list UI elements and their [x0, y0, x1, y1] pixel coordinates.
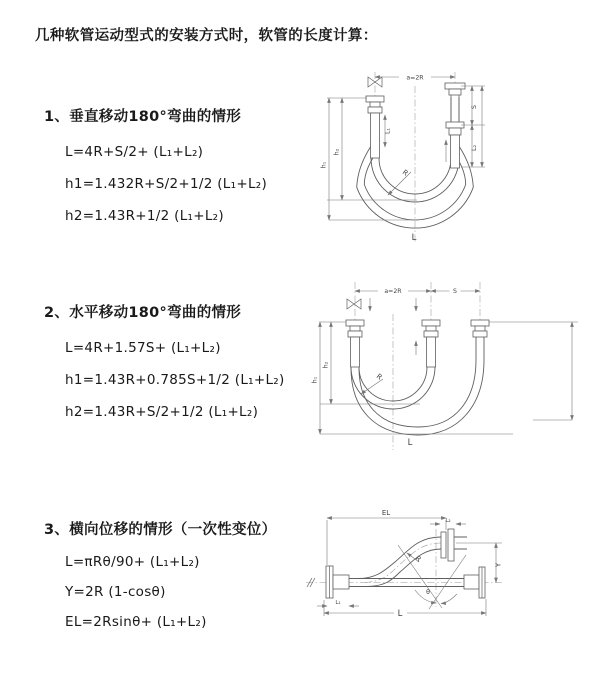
- braided-hose-section: [427, 337, 436, 367]
- section-1-formulas: [44, 136, 267, 232]
- dim-label-l1: L₁: [335, 600, 341, 606]
- dimension-lines: [321, 72, 486, 243]
- dim-label-length: L: [411, 233, 417, 243]
- section-3-formulas: [44, 547, 276, 637]
- pipe-fittings: [326, 529, 485, 598]
- dim-label-length: L: [397, 609, 403, 619]
- angle-label-theta: θ: [426, 589, 430, 596]
- hose-outline: [351, 337, 484, 435]
- dim-label-el: EL: [381, 509, 391, 517]
- construction-lines: [398, 545, 466, 609]
- dim-label-span: a=2R: [406, 74, 424, 82]
- dim-label-h1: h₁: [320, 161, 328, 169]
- dim-label-radius: R: [413, 554, 423, 564]
- dim-label-h2: h₂: [322, 361, 330, 369]
- dim-label-y: Y: [494, 562, 503, 568]
- section-horizontal-180: [44, 301, 285, 428]
- page-title: 几种软管运动型式的安装方式时，软管的长度计算：: [35, 28, 378, 44]
- section-3-heading: 3、横向位移的情形（一次性变位）: [44, 522, 277, 538]
- dim-label-h1: h₁: [311, 376, 319, 384]
- braided-hose-section: [451, 135, 460, 168]
- formula-line: L=4R+1.57S+ (L₁+L₂): [65, 340, 221, 356]
- dim-label-span: a=2R: [384, 288, 402, 295]
- braided-hose-section: [351, 337, 360, 367]
- diagram-lateral-displacement: [296, 503, 596, 653]
- dim-label-l1: L₁: [384, 128, 392, 134]
- valve-icon: [347, 299, 361, 309]
- formula-line: L=4R+S/2+ (L₁+L₂): [65, 144, 204, 160]
- dim-label-stroke: S: [453, 288, 457, 295]
- dim-label-l2: L₂: [471, 145, 478, 151]
- pipe-fittings: [366, 74, 465, 168]
- section-2-formulas: [44, 332, 285, 428]
- formula-line: EL=2Rsinθ+ (L₁+L₂): [65, 614, 207, 630]
- formula-line: h2=1.43R+1/2 (L₁+L₂): [65, 208, 224, 224]
- centerlines: [355, 282, 480, 450]
- section-vertical-180: [44, 105, 267, 232]
- dim-label-length: L: [407, 438, 413, 448]
- formula-line: h1=1.43R+0.785S+1/2 (L₁+L₂): [65, 372, 285, 388]
- braided-hose-section: [371, 113, 380, 158]
- dim-label-radius: R: [400, 168, 410, 178]
- pipe-fittings: [346, 299, 489, 367]
- dim-label-radius: R: [374, 372, 384, 382]
- dim-label-h2: h₂: [333, 148, 341, 156]
- section-2-heading: 2、水平移动180°弯曲的情形: [44, 305, 242, 321]
- dim-label-l2: L₂: [445, 518, 451, 524]
- formula-line: L=πRθ/90+ (L₁+L₂): [65, 554, 200, 570]
- diagram-vertical-180-bend: [315, 70, 535, 260]
- section-1-heading: 1、垂直移动180°弯曲的情形: [44, 109, 242, 125]
- section-lateral-displacement: [44, 518, 276, 637]
- formula-line: h1=1.432R+S/2+1/2 (L₁+L₂): [65, 176, 268, 192]
- formula-line: h2=1.43R+S/2+1/2 (L₁+L₂): [65, 404, 259, 420]
- diagram-horizontal-180-bend: [308, 280, 593, 460]
- centerlines: [375, 72, 455, 242]
- dim-label-stroke: S: [471, 105, 478, 109]
- formula-line: Y=2R (1-cosθ): [65, 584, 166, 600]
